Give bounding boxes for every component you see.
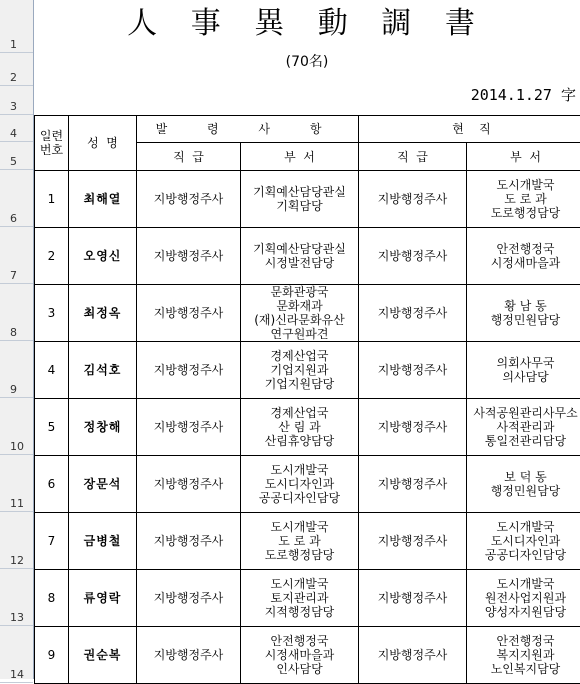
appointment-header: 발 령 사 항 <box>137 116 359 143</box>
appointment-rank-cell[interactable]: 지방행정주사 <box>137 399 241 456</box>
row-header[interactable]: 14 <box>0 626 33 683</box>
appointment-rank-header: 직 급 <box>137 143 241 171</box>
current-rank-cell[interactable]: 지방행정주사 <box>359 171 467 228</box>
row-header[interactable]: 13 <box>0 569 33 626</box>
row-header[interactable]: 11 <box>0 455 33 512</box>
current-dept-cell[interactable]: 도시개발국 원전사업지원과 양성자지원담당 <box>467 570 580 627</box>
current-dept-cell[interactable]: 안전행정국 시정새마을과 <box>467 228 580 285</box>
document-title: 人 事 異 動 調 書 <box>34 0 580 46</box>
current-rank-cell[interactable]: 지방행정주사 <box>359 627 467 684</box>
name-header: 성 명 <box>69 116 137 171</box>
appointment-rank-cell[interactable]: 지방행정주사 <box>137 342 241 399</box>
table-row <box>35 627 580 684</box>
appointment-dept-cell[interactable]: 기획예산담당관실 시정발전담당 <box>241 228 359 285</box>
serial-number-cell[interactable]: 4 <box>35 342 69 399</box>
row-header[interactable]: 1 <box>0 0 33 53</box>
current-rank-cell[interactable]: 지방행정주사 <box>359 399 467 456</box>
name-cell[interactable]: 류영락 <box>69 570 137 627</box>
name-cell[interactable]: 금병철 <box>69 513 137 570</box>
name-cell[interactable]: 최해열 <box>69 171 137 228</box>
row-header[interactable]: 10 <box>0 398 33 455</box>
appointment-rank-cell[interactable]: 지방행정주사 <box>137 513 241 570</box>
appointment-dept-cell[interactable]: 경제산업국 기업지원과 기업지원담당 <box>241 342 359 399</box>
row-header[interactable]: 5 <box>0 142 33 170</box>
row-header[interactable]: 2 <box>0 53 33 86</box>
table-row <box>35 342 580 399</box>
current-dept-cell[interactable]: 도시개발국 도 로 과 도로행정담당 <box>467 171 580 228</box>
appointment-dept-cell[interactable]: 문화관광국 문화재과 (재)신라문화유산 연구원파견 <box>241 285 359 342</box>
appointment-rank-cell[interactable]: 지방행정주사 <box>137 570 241 627</box>
row-header[interactable]: 3 <box>0 86 33 115</box>
appointment-dept-cell[interactable]: 경제산업국 산 림 과 산림휴양담당 <box>241 399 359 456</box>
appointment-rank-cell[interactable]: 지방행정주사 <box>137 627 241 684</box>
serial-number-cell[interactable]: 9 <box>35 627 69 684</box>
transfer-table <box>34 115 580 684</box>
current-rank-cell[interactable]: 지방행정주사 <box>359 456 467 513</box>
table-row <box>35 399 580 456</box>
name-cell[interactable]: 김석호 <box>69 342 137 399</box>
current-dept-cell[interactable]: 황 남 동 행정민원담당 <box>467 285 580 342</box>
appointment-dept-cell[interactable]: 안전행정국 시정새마을과 인사담당 <box>241 627 359 684</box>
row-header[interactable]: 8 <box>0 284 33 341</box>
current-dept-cell[interactable]: 의회사무국 의사담당 <box>467 342 580 399</box>
name-cell[interactable]: 장문석 <box>69 456 137 513</box>
current-dept-cell[interactable]: 안전행정국 복지지원과 노인복지담당 <box>467 627 580 684</box>
appointment-rank-cell[interactable]: 지방행정주사 <box>137 456 241 513</box>
serial-number-cell[interactable]: 1 <box>35 171 69 228</box>
row-header[interactable]: 9 <box>0 341 33 398</box>
name-cell[interactable]: 정창해 <box>69 399 137 456</box>
personnel-count: (70名) <box>34 48 580 76</box>
name-cell[interactable]: 오영신 <box>69 228 137 285</box>
appointment-dept-header: 부 서 <box>241 143 359 171</box>
serial-number-cell[interactable]: 2 <box>35 228 69 285</box>
appointment-rank-cell[interactable]: 지방행정주사 <box>137 228 241 285</box>
current-dept-cell[interactable]: 도시개발국 도시디자인과 공공디자인담당 <box>467 513 580 570</box>
current-rank-header: 직 급 <box>359 143 467 171</box>
serial-number-cell[interactable]: 7 <box>35 513 69 570</box>
serial-number-cell[interactable]: 5 <box>35 399 69 456</box>
name-cell[interactable]: 최정옥 <box>69 285 137 342</box>
current-dept-cell[interactable]: 사적공원관리사무소 사적관리과 통일전관리담당 <box>467 399 580 456</box>
table-row <box>35 228 580 285</box>
current-dept-cell[interactable]: 보 덕 동 행정민원담당 <box>467 456 580 513</box>
row-header[interactable]: 12 <box>0 512 33 569</box>
appointment-dept-cell[interactable]: 도시개발국 토지관리과 지적행정담당 <box>241 570 359 627</box>
row-header[interactable]: 6 <box>0 170 33 227</box>
row-header-column <box>0 0 34 679</box>
current-rank-cell[interactable]: 지방행정주사 <box>359 228 467 285</box>
serial-header: 일련 번호 <box>35 116 69 171</box>
document-date: 2014.1.27 字 <box>471 82 576 108</box>
appointment-dept-cell[interactable]: 도시개발국 도시디자인과 공공디자인담당 <box>241 456 359 513</box>
current-rank-cell[interactable]: 지방행정주사 <box>359 570 467 627</box>
table-row <box>35 570 580 627</box>
name-cell[interactable]: 권순복 <box>69 627 137 684</box>
appointment-dept-cell[interactable]: 도시개발국 도 로 과 도로행정담당 <box>241 513 359 570</box>
table-row <box>35 513 580 570</box>
serial-number-cell[interactable]: 8 <box>35 570 69 627</box>
row-header[interactable]: 4 <box>0 115 33 142</box>
appointment-rank-cell[interactable]: 지방행정주사 <box>137 285 241 342</box>
current-dept-header: 부 서 <box>467 143 580 171</box>
serial-number-cell[interactable]: 6 <box>35 456 69 513</box>
row-header[interactable]: 7 <box>0 227 33 284</box>
current-rank-cell[interactable]: 지방행정주사 <box>359 513 467 570</box>
table-row <box>35 171 580 228</box>
current-rank-cell[interactable]: 지방행정주사 <box>359 285 467 342</box>
table-row <box>35 456 580 513</box>
serial-number-cell[interactable]: 3 <box>35 285 69 342</box>
appointment-rank-cell[interactable]: 지방행정주사 <box>137 171 241 228</box>
current-rank-cell[interactable]: 지방행정주사 <box>359 342 467 399</box>
appointment-dept-cell[interactable]: 기획예산담당관실 기획담당 <box>241 171 359 228</box>
current-post-header: 현 직 <box>359 116 580 143</box>
table-body <box>35 171 580 684</box>
table-row <box>35 285 580 342</box>
